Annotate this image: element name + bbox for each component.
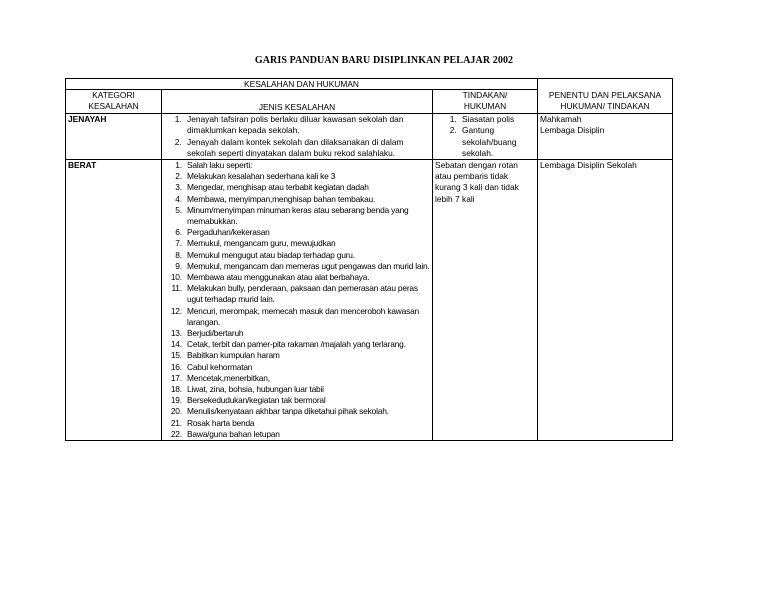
table-row-jenayah <box>66 114 673 160</box>
list-item: 20. Menulis/kenyataan akhbar tanpa diketahui pihak sekolah. <box>184 406 430 417</box>
row-jenayah-kategori: JENAYAH <box>66 114 162 160</box>
list-item: 19. Bersekedudukan/kegiatan tak bermoral <box>184 395 430 406</box>
list-item: 1. Siasatan polis <box>459 114 535 125</box>
list-item: 22. Bawa/guna bahan letupan <box>184 429 430 440</box>
list-item: 6. Pergaduhan/kekerasan <box>184 227 430 238</box>
header-penentu-label: PENENTU DAN PELAKSANA HUKUMAN/ TINDAKAN <box>548 89 662 111</box>
list-item: 9. Memukul, mengancam dan memeras ugut pengawas dan murid lain. <box>184 261 430 272</box>
list-item: 4. Membawa, menyimpan,menghisap bahan tembakau. <box>184 194 430 205</box>
list-item: 2. Gantung sekolah/buang sekolah. <box>459 125 535 159</box>
list-item: 3. Mengedar, menghisap atau terbabit kegiatan dadah <box>184 182 430 193</box>
list-item: 1. Salah laku seperti: <box>184 160 430 171</box>
list-item: 1. Jenayah tafsiran polis berlaku diluar kawasan sekolah dan dimaklumkan kepada sekolah. <box>184 114 430 136</box>
row-berat-tindakan: Sebatan dengan rotan atau pembaris tidak kurang 3 kali dan tidak lebih 7 kali <box>433 160 538 441</box>
penentu-line: Lembaga Disiplin <box>540 125 605 136</box>
row-jenayah-jenis <box>162 114 433 160</box>
header-kategori <box>66 90 162 114</box>
list-item: 7. Memukul, mengancam guru, mewujudkan <box>184 238 430 249</box>
header-penentu <box>538 90 673 114</box>
header-kategori-label: KATEGORI KESALAHAN <box>88 90 139 112</box>
list-item: 16. Cabul kehormatan <box>184 362 430 373</box>
list-item: 18. Liwat, zina, bohsia, hubungan luar tabii <box>184 384 430 395</box>
table-group-header-row <box>66 79 673 90</box>
penentu-line: Mahkamah <box>540 114 582 125</box>
list-item: 11. Melakukan bully, penderaan, paksaan dan pemerasan atau peras ugut terhadap murid lain. <box>184 283 430 305</box>
header-tindakan-label: TINDAKAN/ HUKUMAN <box>462 90 508 112</box>
row-jenayah-penentu <box>538 114 673 160</box>
list-item: 2. Jenayah dalam kontek sekolah dan dilaksanakan di dalam sekolah seperti dinyatakan dalam buku rekod salahlaku. <box>184 137 430 159</box>
penentu-line: Lembaga Disiplin Sekolah <box>540 160 637 171</box>
discipline-table <box>65 78 673 441</box>
list-item: 2. Melakukan kesalahan sederhana kali ke 3 <box>184 171 430 182</box>
list-item: 8. Memukul mengugut atau biadap terhadap guru. <box>184 250 430 261</box>
header-jenis <box>162 90 433 114</box>
list-item: 10. Membawa atau menggunakan atau alat berbahaya. <box>184 272 430 283</box>
list-item: 17. Mencetak,menerbitkan, <box>184 373 430 384</box>
list-item: 21. Rosak harta benda <box>184 418 430 429</box>
list-item: 12. Mencuri, merompak, memecah masuk dan menceroboh kawasan larangan. <box>184 306 430 328</box>
row-berat-penentu <box>538 160 673 441</box>
table-header-row <box>66 90 673 114</box>
list-item: 14. Cetak, terbit dan pamer-pita rakaman /majalah yang terlarang. <box>184 339 430 350</box>
header-tindakan <box>433 90 538 114</box>
document-title: GARIS PANDUAN BARU DISIPLINKAN PELAJAR 2002 <box>254 55 514 66</box>
group-header-empty-cell <box>538 79 673 90</box>
table-row-berat <box>66 160 673 441</box>
row-berat-jenis <box>162 160 433 441</box>
row-jenayah-tindakan <box>433 114 538 160</box>
list-item: 15. Babitkan kumpulan haram <box>184 350 430 361</box>
header-jenis-label: JENIS KESALAHAN <box>258 102 336 112</box>
row-berat-kategori: BERAT <box>66 160 162 441</box>
list-item: 5. Minum/menyimpan minuman keras atau sebarang benda yang memabukkan. <box>184 205 430 227</box>
group-header-cell: KESALAHAN DAN HUKUMAN <box>66 79 538 90</box>
list-item: 13. Berjudi/bertaruh <box>184 328 430 339</box>
